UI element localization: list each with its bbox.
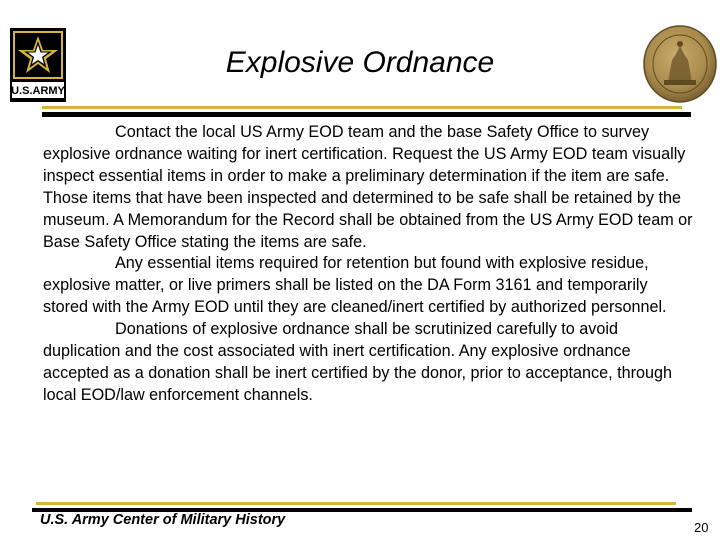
paragraph-3: Donations of explosive ordnance shall be scrutinized carefully to avoid duplication and the cost associated with inert certification. Any explosive ordnance accepted as a donation shall be inert certified by the donor, prior to acceptance, through local EOD/law enforcement channels. bbox=[43, 320, 673, 404]
page-title bbox=[0, 46, 720, 80]
paragraph-1: Contact the local US Army EOD team and the base Safety Office to survey explosive ordnance waiting for inert certification. Request the US Army EOD team visually inspect essential items in order to make a preliminary determination if the item are safe. Those items that have been inspected and determined to be safe shall be retained by the museum. A Memorandum for the Record shall be obtained from the US Army EOD team or Base Safety Office stating the items are safe. bbox=[43, 123, 693, 251]
footer-gold-rule bbox=[36, 502, 676, 505]
body-text bbox=[43, 122, 693, 407]
page-title-text: Explosive Ordnance bbox=[225, 46, 495, 79]
header-black-rule bbox=[42, 112, 691, 117]
page-number: 20 bbox=[694, 520, 709, 535]
header-gold-rule bbox=[42, 106, 682, 109]
museum-seal-icon bbox=[642, 24, 718, 104]
paragraph-2: Any essential items required for retention but found with explosive residue, explosive matter, or live primers shall be listed on the DA Form 3161 and temporarily stored with the Army EOD until they are cleaned/inert certified by authorized personnel. bbox=[43, 254, 667, 317]
footer-org: U.S. Army Center of Military History bbox=[40, 512, 286, 528]
army-logo-text: U.S.ARMY bbox=[11, 85, 65, 97]
